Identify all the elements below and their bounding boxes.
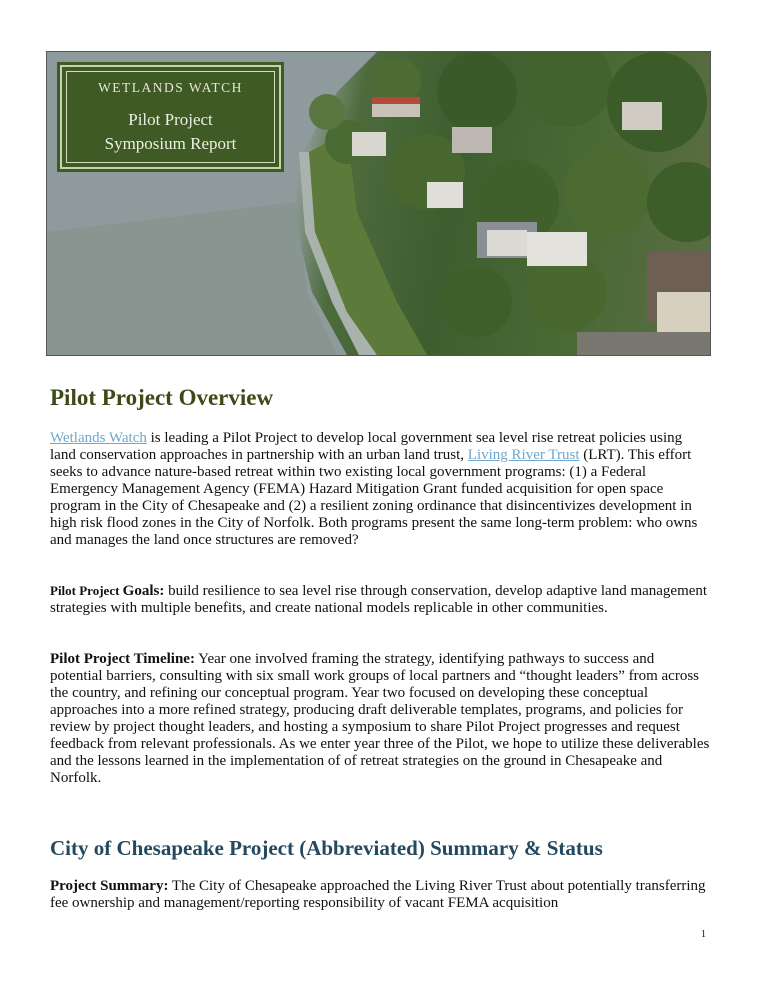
report-title-line1: Pilot Project: [128, 110, 213, 129]
living-river-trust-link[interactable]: Living River Trust: [467, 447, 580, 463]
chesapeake-heading: City of Chesapeake Project (Abbreviated) Summary & Status: [50, 836, 603, 860]
summary-text: The City of Chesapeake approached the Living River Trust about potentially transferring fee ownership and management/reporting responsibility of vacant FEMA acquisition: [50, 878, 706, 911]
overview-text-b: (LRT). This effort seeks to advance nature-based retreat within two existing local government programs: (1) a Federal Emergency Management Agency (FEMA) Hazard Mitigation Grant funded acquisition for open space program in the City of Chesapeake and (2) a resilient zoning ordinance that disincentivizes development in high risk flood zones in the City of Norfolk. Both programs present the same long-term problem: who owns and manages the land once structures are removed?: [50, 447, 698, 548]
overview-text-a: is leading a Pilot Project to develop local government sea level rise retreat policies using land conservation approaches in partnership with an urban land trust,: [50, 430, 683, 463]
goals-text: build resilience to sea level rise through conservation, develop adaptive land management strategies with multiple benefits, and create national models replicable in other communities.: [50, 583, 708, 616]
summary-label: Project Summary:: [50, 878, 169, 894]
goals-paragraph: [50, 582, 710, 617]
goals-label: Goals:: [122, 583, 165, 599]
hero-image: [46, 51, 711, 356]
summary-paragraph: [50, 878, 710, 912]
report-title-line2: Symposium Report: [104, 134, 237, 153]
page-number: 1: [701, 929, 706, 940]
timeline-paragraph: [50, 651, 710, 787]
overview-heading: Pilot Project Overview: [50, 385, 274, 410]
brand-name: WETLANDS WATCH: [98, 80, 243, 95]
wetlands-watch-link[interactable]: Wetlands Watch: [50, 430, 147, 446]
report-title-box: [60, 65, 281, 169]
timeline-text: Year one involved framing the strategy, identifying pathways to success and potential barriers, consulting with six small work groups of local partners and “thought leaders” from across the country, and refining our conceptual program. Year two focused on developing these conceptual approaches into a more refined strategy, producing draft deliverable templates, programs, and policies for review by project thought leaders, and hosting a symposium to share Pilot Project progresses and request feedback from relevant professionals. As we enter year three of the Pilot, we hope to utilize these deliverables and the lessons learned in the implementation of of retreat strategies on the ground in Chesapeake and Norfolk.: [50, 651, 710, 786]
overview-paragraph: [50, 430, 710, 549]
timeline-label: Pilot Project Timeline:: [50, 651, 195, 667]
goals-label-prefix: Pilot Project: [50, 583, 123, 598]
